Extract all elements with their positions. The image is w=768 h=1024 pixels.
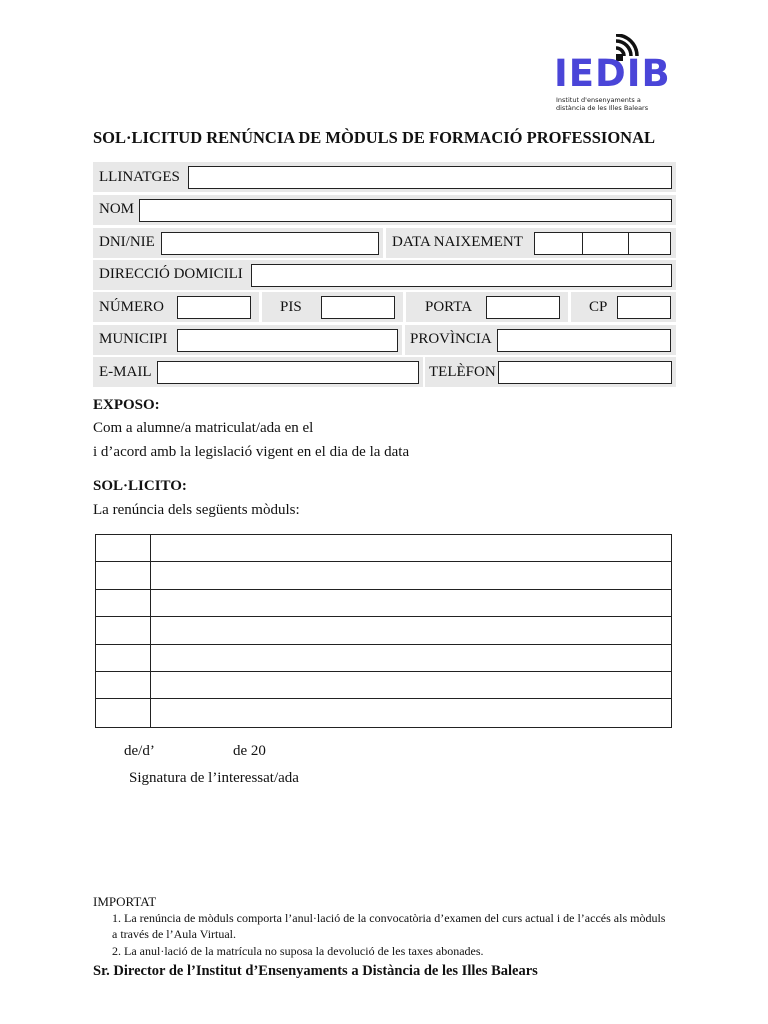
dni-field[interactable] bbox=[161, 232, 379, 255]
provincia-label: PROVÌNCIA bbox=[410, 331, 492, 347]
logo-wordmark: IEDIB bbox=[554, 52, 671, 95]
important-heading: IMPORTAT bbox=[93, 894, 157, 909]
form-row-porta bbox=[406, 292, 568, 322]
exposo-line1: Com a alumne/a matriculat/ada en el bbox=[93, 420, 314, 436]
form-row-nom bbox=[93, 195, 676, 225]
municipi-field[interactable] bbox=[177, 329, 398, 352]
module-code-cell[interactable] bbox=[96, 535, 151, 561]
data-naixement-label: DATA NAIXEMENT bbox=[392, 234, 523, 250]
birth-year-field[interactable] bbox=[628, 232, 671, 255]
llinatges-field[interactable] bbox=[188, 166, 672, 189]
module-name-cell[interactable] bbox=[151, 535, 671, 561]
module-name-cell[interactable] bbox=[151, 645, 671, 671]
module-code-cell[interactable] bbox=[96, 590, 151, 616]
form-row-numero bbox=[93, 292, 259, 322]
porta-field[interactable] bbox=[486, 296, 560, 319]
date-line-part1: de/d’ bbox=[124, 743, 155, 759]
cp-label: CP bbox=[589, 299, 608, 315]
module-name-cell[interactable] bbox=[151, 672, 671, 698]
pis-label: PIS bbox=[280, 299, 302, 315]
email-field[interactable] bbox=[157, 361, 419, 384]
direccio-label: DIRECCIÓ DOMICILI bbox=[99, 266, 243, 282]
municipi-label: MUNICIPI bbox=[99, 331, 168, 347]
nom-field[interactable] bbox=[139, 199, 672, 222]
dni-label: DNI/NIE bbox=[99, 234, 155, 250]
date-line-part2: de 20 bbox=[233, 743, 266, 759]
provincia-field[interactable] bbox=[497, 329, 671, 352]
birth-day-field[interactable] bbox=[534, 232, 583, 255]
form-row-municipi bbox=[93, 325, 402, 355]
direccio-field[interactable] bbox=[251, 264, 672, 287]
numero-field[interactable] bbox=[177, 296, 251, 319]
cp-field[interactable] bbox=[617, 296, 671, 319]
table-row bbox=[96, 590, 671, 617]
module-name-cell[interactable] bbox=[151, 562, 671, 588]
table-row bbox=[96, 672, 671, 699]
table-row bbox=[96, 562, 671, 589]
module-code-cell[interactable] bbox=[96, 645, 151, 671]
addressee-footer: Sr. Director de l’Institut d’Ensenyaments a Distància de les Illes Balears bbox=[93, 963, 538, 979]
exposo-line2: i d’acord amb la legislació vigent en el dia de la data bbox=[93, 444, 410, 460]
nom-label: NOM bbox=[99, 201, 135, 217]
form-title: SOL·LICITUD RENÚNCIA DE MÒDULS DE FORMACIÓ PROFESSIONAL bbox=[93, 128, 655, 147]
module-name-cell[interactable] bbox=[151, 699, 671, 726]
table-row bbox=[96, 645, 671, 672]
form-row-data-naixement bbox=[386, 228, 676, 258]
llinatges-label: LLINATGES bbox=[99, 169, 180, 185]
important-note-1: 1. La renúncia de mòduls comporta l’anul·lació de la convocatòria d’examen del curs actual i de l’accés als mòduls a través de l’Aula Virtual. bbox=[112, 911, 666, 941]
module-code-cell[interactable] bbox=[96, 617, 151, 643]
form-row-pis bbox=[262, 292, 403, 322]
exposo-heading: EXPOSO: bbox=[93, 397, 160, 413]
logo-subtitle-line1: Institut d'ensenyaments a bbox=[556, 96, 641, 104]
module-code-cell[interactable] bbox=[96, 672, 151, 698]
table-row bbox=[96, 617, 671, 644]
logo-subtitle-line2: distància de les Illes Balears bbox=[556, 104, 649, 112]
table-row bbox=[96, 699, 671, 726]
form-row-direccio bbox=[93, 260, 676, 290]
iedib-logo bbox=[554, 34, 671, 114]
form-row-dni bbox=[93, 228, 383, 258]
email-label: E-MAIL bbox=[99, 364, 152, 380]
telefon-field[interactable] bbox=[498, 361, 672, 384]
module-name-cell[interactable] bbox=[151, 617, 671, 643]
module-name-cell[interactable] bbox=[151, 590, 671, 616]
important-note-2: 2. La anul·lació de la matrícula no suposa la devolució de les taxes abonades. bbox=[112, 944, 484, 958]
porta-label: PORTA bbox=[425, 299, 473, 315]
form-row-email bbox=[93, 357, 423, 387]
sollicito-line1: La renúncia dels següents mòduls: bbox=[93, 502, 300, 518]
form-row-telefon bbox=[425, 357, 676, 387]
signature-label: Signatura de l’interessat/ada bbox=[129, 770, 299, 786]
pis-field[interactable] bbox=[321, 296, 395, 319]
telefon-label: TELÈFON bbox=[429, 364, 496, 380]
sollicito-heading: SOL·LICITO: bbox=[93, 478, 187, 494]
module-code-cell[interactable] bbox=[96, 562, 151, 588]
form-row-cp bbox=[571, 292, 676, 322]
numero-label: NÚMERO bbox=[99, 299, 165, 315]
module-code-cell[interactable] bbox=[96, 699, 151, 726]
modules-table bbox=[95, 534, 672, 728]
form-row-llinatges bbox=[93, 162, 676, 192]
form-row-provincia bbox=[405, 325, 676, 355]
table-row bbox=[96, 535, 671, 562]
birth-month-field[interactable] bbox=[582, 232, 629, 255]
